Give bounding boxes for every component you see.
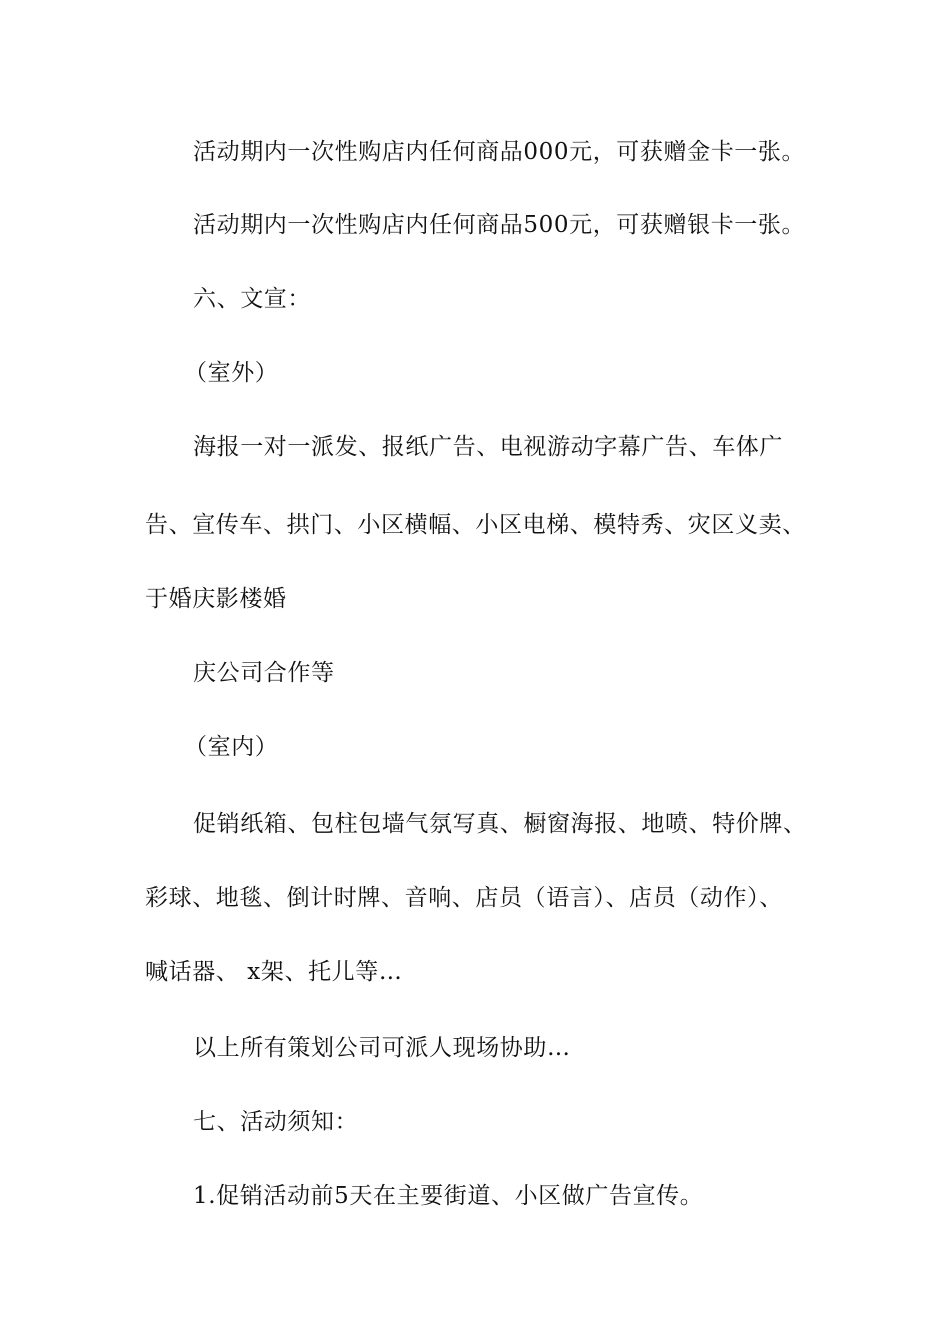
paragraph-gold-card: 活动期内一次性购店内任何商品000元，可获赠金卡一张。 <box>193 139 806 165</box>
paragraph-silver-card: 活动期内一次性购店内任何商品500元，可获赠银卡一张。 <box>193 212 806 238</box>
paragraph-outdoor-line-3: 于婚庆影楼婚 <box>145 586 287 612</box>
section-heading-publicity: 六、文宣： <box>193 286 311 312</box>
section-heading-notice: 七、活动须知： <box>193 1109 359 1135</box>
paragraph-indoor-line-3: 喊话器、 x架、托儿等… <box>145 959 403 985</box>
paragraph-indoor-line-2: 彩球、地毯、倒计时牌、音响、店员（语言）、店员（动作）、 <box>145 885 783 911</box>
subheading-outdoor: （室外） <box>184 360 279 386</box>
paragraph-outdoor-line-1: 海报一对一派发、报纸广告、电视游动字幕广告、车体广 <box>193 434 783 460</box>
paragraph-notice-item-1: 1.促销活动前5天在主要街道、小区做广告宣传。 <box>193 1183 704 1209</box>
paragraph-indoor-line-1: 促销纸箱、包柱包墙气氛写真、橱窗海报、地喷、特价牌、 <box>193 811 807 837</box>
paragraph-outdoor-line-4: 庆公司合作等 <box>193 660 335 686</box>
subheading-indoor: （室内） <box>184 734 279 760</box>
paragraph-outdoor-line-2: 告、宣传车、拱门、小区横幅、小区电梯、模特秀、灾区义卖、 <box>145 512 806 538</box>
paragraph-assistance: 以上所有策划公司可派人现场协助… <box>193 1035 571 1061</box>
